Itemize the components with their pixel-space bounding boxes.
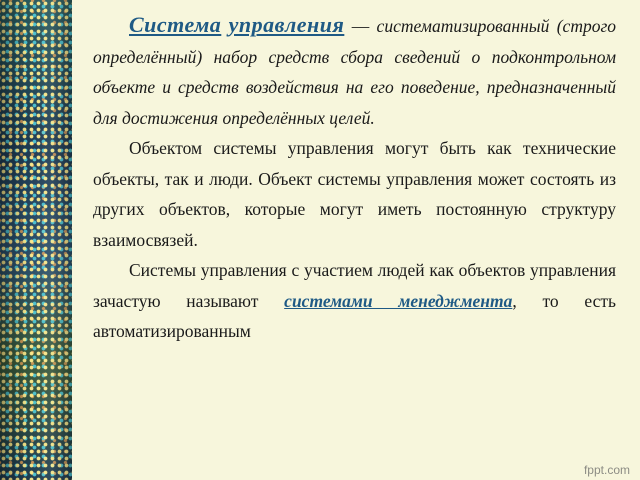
decorative-sidebar	[0, 0, 72, 480]
object-paragraph: Объектом системы управления могут быть как технические объекты, так и люди. Объект системы управления может состоять из других объектов, которые могут иметь постоянную структуру взаимосвязей.	[93, 138, 616, 250]
term-control: управления	[228, 12, 345, 37]
term-system: Система	[129, 12, 222, 37]
definition-paragraph	[93, 10, 616, 133]
management-paragraph	[93, 255, 616, 347]
management-text-before: Системы управления с участием людей как объектов управления зачастую называют	[93, 260, 616, 311]
slide-content	[93, 10, 616, 347]
em-dash: —	[351, 16, 370, 36]
watermark: fppt.com	[583, 463, 630, 477]
definition-text: систематизированный (строго определённый) набор средств сбора сведений о подконтрольном объекте и средств воздействия на его поведение, предназначенный для достижения определённых целей.	[93, 16, 617, 128]
management-systems-link[interactable]: системами менеджмента	[284, 290, 513, 311]
management-text-after: , то есть автоматизированным	[93, 290, 617, 341]
